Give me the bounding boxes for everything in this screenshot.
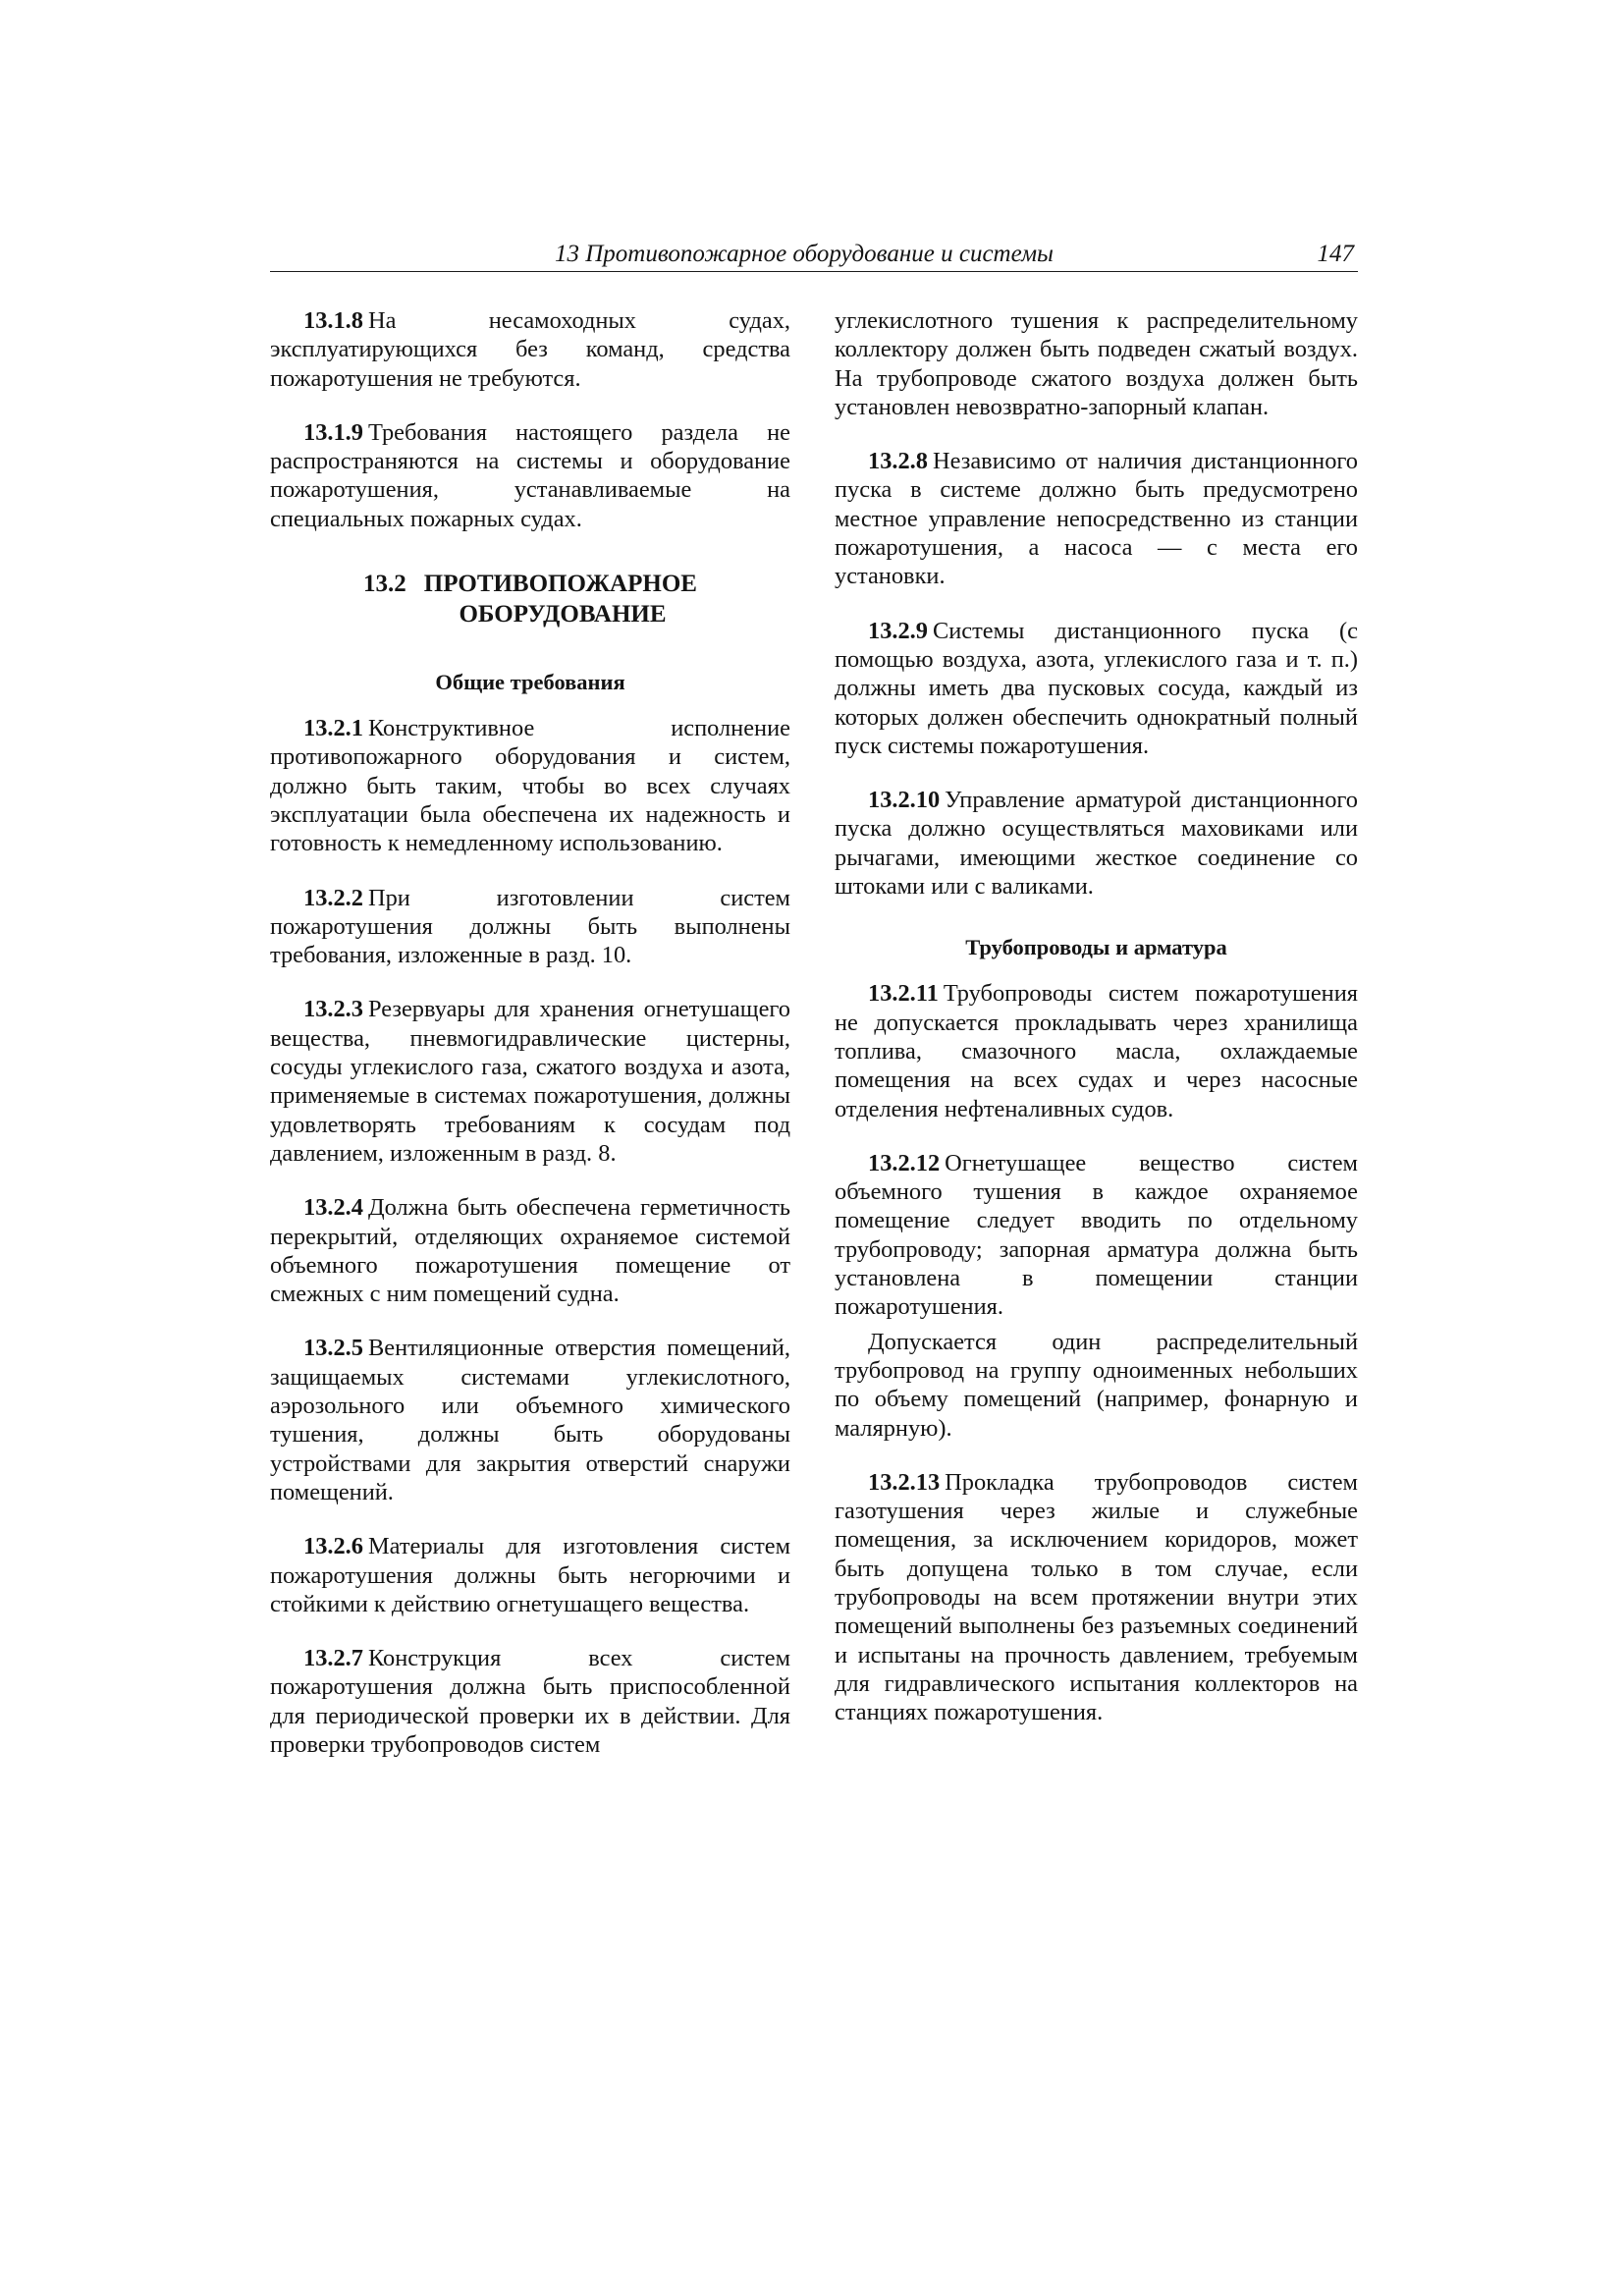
paragraph-13-2-9: [835, 617, 1358, 760]
paragraph-13-2-2: [270, 884, 790, 970]
paragraph-text: Конструктивное исполнение противопожарного оборудования и систем, должно быть таким, чтобы во всех случаях эксплуатации была обеспечена их надежность и готовность к немедленному использованию.: [270, 715, 790, 857]
paragraph-13-2-7: [270, 1644, 790, 1759]
paragraph-13-2-5: [270, 1334, 790, 1506]
paragraph-13-2-11: [835, 979, 1358, 1122]
paragraph-number: 13.2.3: [303, 996, 363, 1023]
paragraph-text: Должна быть обеспечена герметичность перекрытий, отделяющих охраняемое системой объемного пожаротушения помещение от смежных с ним помещений судна.: [270, 1194, 790, 1308]
paragraph-13-2-8: [835, 447, 1358, 590]
paragraph-text: Требования настоящего раздела не распространяются на системы и оборудование пожаротушения, устанавливаемые на специальных пожарных судах.: [270, 418, 790, 532]
paragraph-text: На несамоходных судах, эксплуатирующихся без команд, средства пожаротушения не требуются.: [270, 307, 790, 392]
paragraph-number: 13.1.9: [303, 418, 363, 446]
subheading-pipelines-and-fittings: Трубопроводы и арматура: [965, 935, 1227, 960]
paragraph-text: Трубопроводы систем пожаротушения не допускается прокладывать через хранилища топлива, смазочного масла, охлаждаемые помещения на всех судах и через насосные отделения нефтеналивных судов.: [835, 980, 1358, 1122]
paragraph-13-2-10: [835, 786, 1358, 901]
paragraph-number: 13.2.5: [303, 1335, 363, 1362]
paragraph-13-2-13: [835, 1468, 1358, 1727]
paragraph-text: Резервуары для хранения огнетушащего вещества, пневмогидравлические цистерны, сосуды углекислого газа, сжатого воздуха и азота, применяемые в системах пожаротушения, должны удовлетворять требованиям к сосудам под давлением, изложенным в разд. 8.: [270, 996, 790, 1167]
page-number: 147: [1317, 241, 1354, 267]
paragraph-13-2-1: [270, 714, 790, 857]
paragraph-13-2-7-continued: [835, 306, 1358, 421]
paragraph-text: Огнетушащее вещество систем объемного тушения в каждое охраняемое помещение следует вводить по отдельному трубопроводу; запорная арматура должна быть установлена в помещении станции пожаротушения.: [835, 1149, 1358, 1321]
paragraph-13-2-12-continued: [835, 1328, 1358, 1443]
paragraph-text: Допускается один распределительный трубопровод на группу одноименных небольших по объему помещений (например, фонарную и малярную).: [835, 1328, 1358, 1442]
right-column: [835, 306, 1358, 1726]
paragraph-number: 13.2.9: [868, 617, 928, 644]
paragraph-text: Вентиляционные отверстия помещений, защищаемых системами углекислотного, аэрозольного или объемного химического тушения, должны быть оборудованы устройствами для закрытия отверстий снаружи помещений.: [270, 1335, 790, 1505]
paragraph-number: 13.2.12: [868, 1149, 941, 1176]
paragraph-number: 13.1.8: [303, 307, 363, 334]
subheading-general-requirements: Общие требования: [435, 670, 625, 695]
paragraph-number: 13.2.8: [868, 448, 928, 475]
paragraph-number: 13.2.13: [868, 1468, 941, 1496]
paragraph-text: углекислотного тушения к распределительному коллектору должен быть подведен сжатый воздух. На трубопроводе сжатого воздуха должен быть установлен невозвратно-запорный клапан.: [835, 307, 1358, 420]
paragraph-number: 13.2.10: [868, 787, 941, 814]
paragraph-number: 13.2.7: [303, 1645, 363, 1672]
paragraph-13-2-3: [270, 995, 790, 1168]
section-number: 13.2: [363, 571, 406, 598]
paragraph-13-2-6: [270, 1532, 790, 1618]
paragraph-number: 13.2.11: [868, 980, 939, 1008]
paragraph-number: 13.2.4: [303, 1194, 363, 1222]
section-title-line-2: ОБОРУДОВАНИЕ: [459, 601, 667, 629]
paragraph-13-2-4: [270, 1193, 790, 1308]
paragraph-number: 13.2.1: [303, 715, 363, 742]
running-header: [270, 238, 1358, 272]
paragraph-13-1-8: [270, 306, 790, 393]
section-heading: [270, 569, 790, 629]
section-title-line-1: ПРОТИВОПОЖАРНОЕ: [423, 571, 697, 598]
section-heading-line-1: [270, 569, 790, 599]
chapter-title: 13 Противопожарное оборудование и системы: [555, 241, 1054, 267]
paragraph-text: Управление арматурой дистанционного пуска должно осуществляться маховиками или рычагами, имеющими жесткое соединение со штоками или с валиками.: [835, 787, 1358, 901]
paragraph-13-2-12: [835, 1149, 1358, 1322]
paragraph-text: Независимо от наличия дистанционного пуска в системе должно быть предусмотрено местное управление непосредственно из станции пожаротушения, а насоса — с места его установки.: [835, 448, 1358, 590]
paragraph-number: 13.2.2: [303, 884, 363, 911]
paragraph-text: Системы дистанционного пуска (с помощью воздуха, азота, углекислого газа и т. п.) должны иметь два пусковых сосуда, каждый из которых должен обеспечить однократный полный пуск системы пожаротушения.: [835, 617, 1358, 759]
paragraph-text: Материалы для изготовления систем пожаротушения должны быть негорючими и стойкими к действию огнетушащего вещества.: [270, 1533, 790, 1617]
paragraph-text: При изготовлении систем пожаротушения должны быть выполнены требования, изложенные в разд. 10.: [270, 884, 790, 969]
paragraph-number: 13.2.6: [303, 1533, 363, 1560]
left-column: [270, 306, 790, 1759]
paragraph-13-1-9: [270, 418, 790, 533]
paragraph-text: Прокладка трубопроводов систем газотушения через жилые и служебные помещения, за исключением коридоров, может быть допущена только в том случае, если трубопроводы на всем протяжении внутри этих помещений выполнены без разъемных соединений и испытаны на прочность давлением, требуемым для гидравлического испытания коллекторов на станциях пожаротушения.: [835, 1468, 1358, 1726]
paragraph-text: Конструкция всех систем пожаротушения должна быть приспособленной для периодической проверки их в действии. Для проверки трубопроводов систем: [270, 1645, 790, 1758]
